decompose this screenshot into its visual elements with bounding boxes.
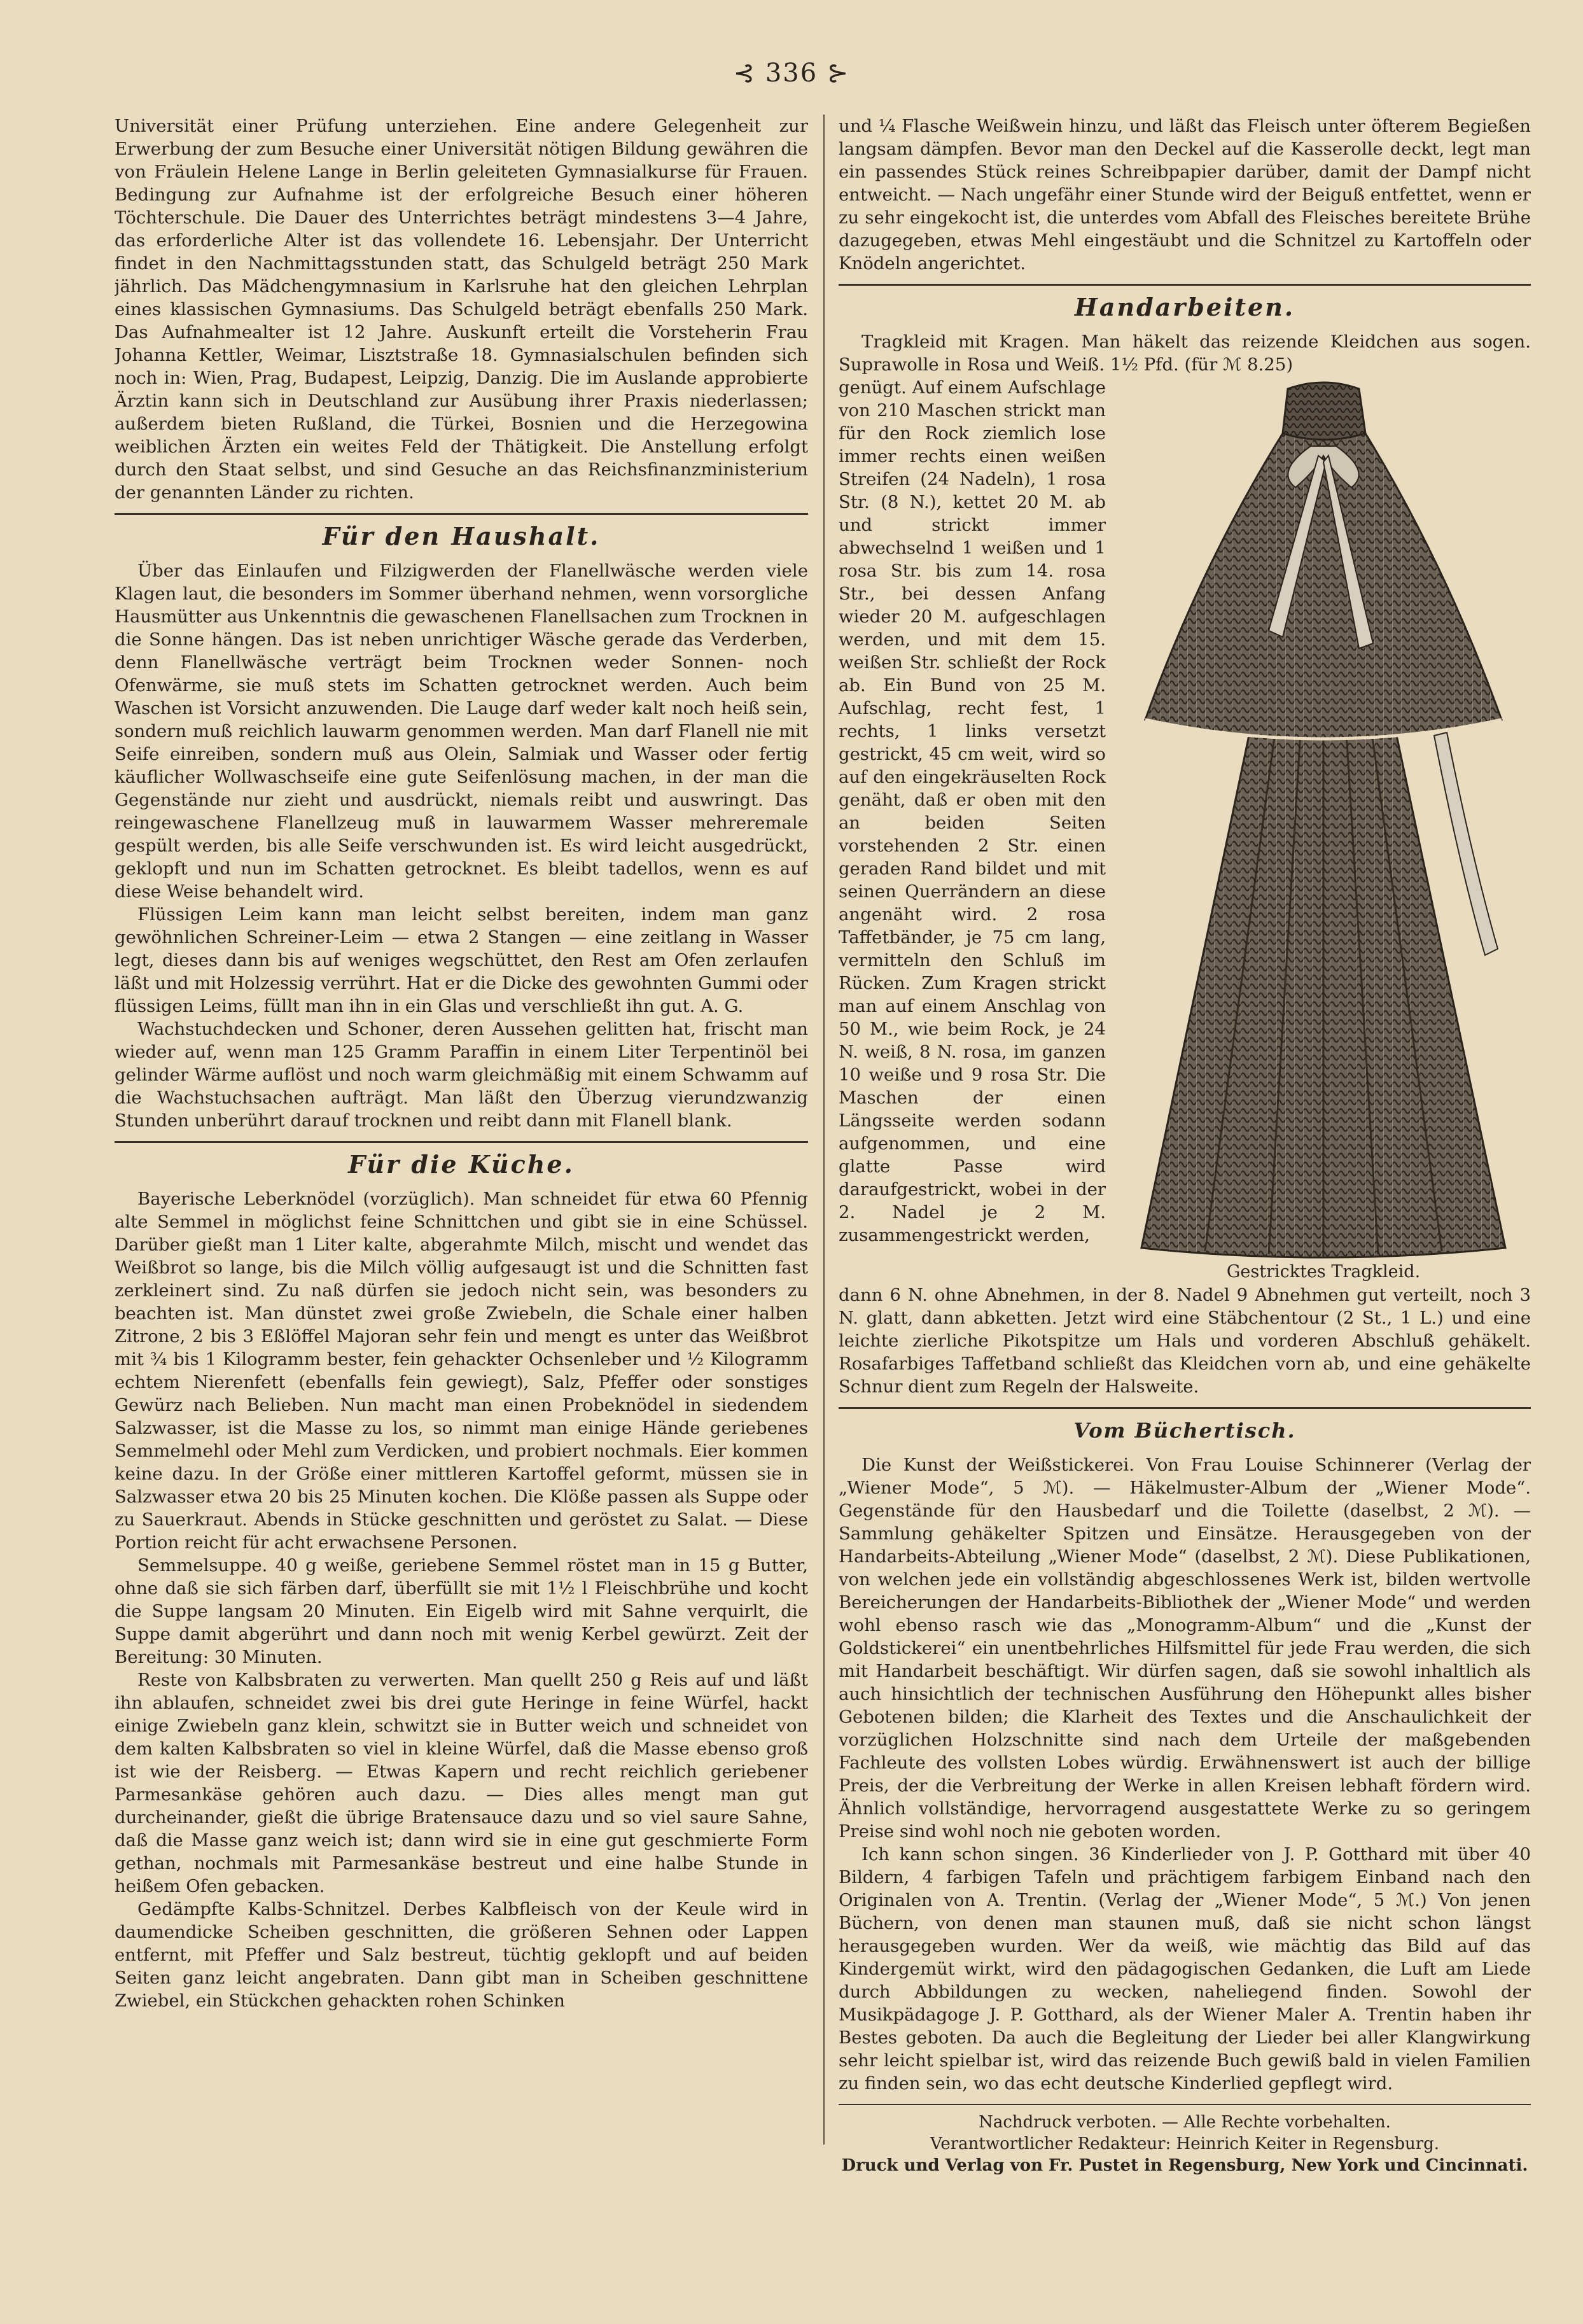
intro-paragraph: Universität einer Prüfung unterziehen. Eine andere Gelegenheit zur Erwerbung der zum Besuche einer Universität nötigen Bildung gewähren die von Fräulein Helene Lange in Berlin geleiteten Gymnasialkurse für Frauen. Bedingung zur Aufnahme ist der erfolgreiche Besuch einer höheren Töchterschule. Die Dauer des Unterrichtes beträgt mindestens 3—4 Jahre, das erforderliche Alter ist das vollendete 16. Lebensjahr. Der Unterricht findet in den Nachmittagsstunden statt, das Schulgeld beträgt 250 Mark jährlich. Das Mädchengymnasium in Karlsruhe hat den gleichen Lehrplan eines klassischen Gymnasiums. Das Schulgeld beträgt ebenfalls 250 Mark. Das Aufnahmealter ist 12 Jahre. Auskunft erteilt die Vorsteherin Frau Johanna Kettler, Weimar, Lisztstraße 18. Gymnasialschulen befinden sich noch in: Wien, Prag, Budapest, Leipzig, Danzig. Die im Auslande approbierte Ärztin kann sich in Deutschland zur Ausübung ihrer Praxis niederlassen; außerdem bieten Rußland, die Türkei, Bosnien und die Herzegowina weiblichen Ärzten ein weites Feld der Thätigkeit. Die Anstellung erfolgt durch den Staat selbst, und sind Gesuche an das Reichsfinanzministerium der genannten Länder zu richten.	[115, 116, 808, 503]
buechertisch-paragraph-1: Die Kunst der Weißstickerei. Von Frau Louise Schinnerer (Verlag der „Wiener Mode“, 5 ℳ). — Häkelmuster-Album der „Wiener Mode“. Gegenstände für den Hausbedarf und die Toilette (daselbst, 2 ℳ). — Sammlung gehäkelter Spitzen und Einsätze. Herausgegeben von der Handarbeits-Abteilung „Wiener Mode“ (daselbst, 2 ℳ). Diese Publikationen, von welchen jede ein vollständig abgeschlossenes Werk ist, bilden wertvolle Bereicherungen der Handarbeits-Bibliothek der „Wiener Mode“ und werden wohl ebenso rasch wie das „Monogramm-Album“ und die „Kunst der Goldstickerei“ ein unentbehrliches Hilfsmittel für jede Frau werden, die sich mit Handarbeit beschäftigt. Wir dürfen sagen, daß sie sowohl inhaltlich als auch hinsichtlich der technischen Ausführung den Höhepunkt alles bisher Gebotenen bilden; die Klarheit des Textes und die Anschaulichkeit der vorzüglichen Holzschnitte sind nach dem Urteile der maßgebenden Fachleute des vollsten Lobes würdig. Erwähnenswert ist auch der billige Preis, der die Verbreitung der Werke in allen Kreisen lebhaft fördern wird. Ähnlich vollständige, hervorragend ausgestattete Werke zu so geringem Preise sind wohl noch nie geboten worden.	[839, 1455, 1531, 1842]
handarbeiten-lead: Tragkleid mit Kragen. Man häkelt das reizende Kleidchen aus sogen. Suprawolle in Rosa und Weiß. 1½ Pfd. (für ℳ 8.25)	[839, 332, 1531, 375]
continuation-paragraph: und ¼ Flasche Weißwein hinzu, und läßt das Fleisch unter öfterem Begießen langsam dämpfen. Bevor man den Deckel auf die Kasserolle deckt, legt man ein passendes Stück reines Schreibpapier darüber, damit der Dampf nicht entweicht. — Nach ungefähr einer Stunde wird der Beiguß entfettet, wenn er zu sehr eingekocht ist, die unterdes vom Abfall des Fleisches bereitete Brühe dazugegeben, etwas Mehl eingestäubt und die Schnitzel zu Kartoffeln oder Knödeln angerichtet.	[839, 116, 1531, 274]
buechertisch-paragraph-2: Ich kann schon singen. 36 Kinderlieder von J. P. Gotthard mit über 40 Bildern, 4 farbigen Tafeln und prächtigem farbigem Einband nach den Originalen von A. Trentin. (Verlag der „Wiener Mode“, 5 ℳ.) Von jenen Büchern, von denen man staunen muß, daß sie nicht schon längst herausgegeben wurden. Wer da weiß, wie mächtig das Bild auf das Kindergemüt wirkt, wird den pädagogischen Gedanken, die Luft am Liede durch Abbildungen zu wecken, naheliegend finden. Sowohl der Musikpädagoge J. P. Gotthard, als der Wiener Maler A. Trentin haben ihr Bestes geboten. Da auch die Begleitung der Lieder bei aller Klangwirkung sehr leicht spielbar ist, wird das reizende Buch gewiß bald in vielen Familien zu finden sein, wo das echt deutsche Kinderlied gepflegt wird.	[839, 1844, 1531, 2094]
figure-caption: Gestricktes Tragkleid.	[1226, 1262, 1421, 1282]
haushalt-paragraph-1: Über das Einlaufen und Filzigwerden der Flanellwäsche werden viele Klagen laut, die besonders im Sommer überhand nehmen, wenn vorsorgliche Hausmütter aus Unkenntnis die gewaschenen Flanellsachen zum Trocknen in die Sonne hängen. Das ist neben unrichtiger Wäsche gerade das Verderben, denn Flanellwäsche verträgt beim Trocknen weder Sonnen- noch Ofenwärme, sie muß stets im Schatten getrocknet werden. Auch beim Waschen ist Vorsicht anzuwenden. Die Lauge darf weder kalt noch heiß sein, sondern muß reichlich lauwarm genommen werden. Man darf Flanell nie mit Seife einreiben, sondern muß aus Olein, Salmiak und Wasser oder fertig käuflicher Wollwaschseife eine gute Seifenlösung machen, in der man die Gegenstände nur zieht und ausdrückt, niemals reibt und auswringt. Das reingewaschene Flanellzeug muß in lauwarmem Wasser mehreremale gespült werden, bis alle Seife verschwunden ist. Es wird leicht ausgedrückt, geklopft und nun im Schatten getrocknet. Es bleibt tadellos, wenn es auf diese Weise behandelt wird.	[115, 561, 808, 902]
ornament-left: ⊰	[733, 59, 765, 88]
imprint	[839, 2111, 1531, 2176]
section-divider	[839, 1407, 1531, 1409]
heading-handarbeiten: Handarbeiten.	[1074, 293, 1295, 321]
heading-buechertisch: Vom Büchertisch.	[1073, 1418, 1296, 1443]
left-column	[115, 115, 808, 2151]
handarbeiten-figure-row	[839, 376, 1531, 1284]
footer-divider	[839, 2104, 1531, 2105]
handarbeiten-conclusion: dann 6 N. ohne Abnehmen, in der 8. Nadel 9 Abnehmen gut verteilt, noch 3 N. glatt, dann abketten. Jetzt wird eine Stäbchentour (2 St., 1 L.) und eine leichte zierliche Pikotspitze um Hals und vorderen Abschluß gehäkelt. Rosafarbiges Taffetband schließt das Kleidchen vorn ab, und eine gehäkelte Schnur dient zum Regeln der Halsweite.	[839, 1285, 1531, 1397]
haushalt-paragraph-2: Flüssigen Leim kann man leicht selbst bereiten, indem man ganz gewöhnlichen Schreiner-Leim — etwa 2 Stangen — eine zeitlang in Wasser legt, dieses dann bis auf weniges wegschüttet, den Rest am Ofen zerlaufen läßt und mit Holzessig verrührt. Hat er die Dicke des gewohnten Gummi oder flüssigen Leims, füllt man ihn in ein Glas und verschließt ihn gut. A. G.	[115, 904, 808, 1016]
right-column	[839, 115, 1531, 2176]
publisher-credit: Druck und Verlag von Fr. Pustet in Regensburg, New York und Cincinnati.	[841, 2156, 1528, 2175]
copyright-notice: Nachdruck verboten. — Alle Rechte vorbehalten.	[979, 2113, 1391, 2132]
heading-haushalt: Für den Haushalt.	[322, 522, 601, 550]
heading-kueche: Für die Küche.	[348, 1150, 575, 1179]
page-number-value: 336	[765, 59, 818, 88]
kueche-paragraph-4: Gedämpfte Kalbs-Schnitzel. Derbes Kalbfleisch von der Keule wird in daumendicke Scheiben geschnitten, die größeren Sehnen oder Lappen entfernt, mit Pfeffer und Salz bestreut, tüchtig geklopft und auf beiden Seiten ganz leicht angebraten. Dann gibt man in Scheiben geschnittene Zwiebel, ein Stückchen gehackten rohen Schinken	[115, 1899, 808, 2011]
handarbeiten-instructions: genügt. Auf einem Aufschlage von 210 Maschen strickt man für den Rock ziemlich lose immer rechts einen weißen Streifen (24 Nadeln), 1 rosa Str. (8 N.), kettet 20 M. ab und strickt immer abwechselnd 1 weißen und 1 rosa Str. bis zum 14. rosa Str., bei dessen Anfang wieder 20 M. aufgeschlagen werden, und mit dem 15. weißen Str. schließt der Rock ab. Ein Bund von 25 M. Aufschlag, recht fest, 1 rechts, 1 links versetzt gestrickt, 45 cm weit, wird so auf den eingekräuselten Rock genäht, daß er oben mit den an beiden Seiten vorstehenden 2 Str. einen geraden Rand bildet und mit seinen Querrändern an diese angenäht wird. 2 rosa Taffetbänder, je 75 cm lang, vermitteln den Schluß im Rücken. Zum Kragen strickt man auf einem Anschlag von 50 M., wie beim Rock, je 24 N. weiß, 8 N. rosa, im ganzen 10 weiße und 9 rosa Str. Die Maschen der einen Längsseite werden sodann aufgenommen, und eine glatte Passe wird daraufgestrickt, wobei in der 2. Nadel je 2 M. zusammengestrickt werden,	[839, 377, 1106, 1245]
knitted-dress-engraving	[1116, 376, 1531, 1261]
kueche-paragraph-2: Semmelsuppe. 40 g weiße, geriebene Semmel röstet man in 15 g Butter, ohne daß sie sich färben darf, überfüllt sie mit 1½ l Fleischbrühe und kocht die Suppe langsam 20 Minuten. Ein Eigelb wird mit Sahne verquirlt, die Suppe damit abgerührt und dann noch mit wenig Kerbel gewürzt. Zeit der Bereitung: 30 Minuten.	[115, 1555, 808, 1667]
ornament-right: ⊱	[818, 59, 850, 88]
kueche-paragraph-3: Reste von Kalbsbraten zu verwerten. Man quellt 250 g Reis auf und läßt ihn ablaufen, schneidet zwei bis drei gute Heringe in feine Würfel, hackt einige Zwiebeln ganz klein, schwitzt sie in Butter weich und schneidet von dem kalten Kalbsbraten so viel in kleine Würfel, daß die Masse ebenso groß ist wie der Reisberg. — Etwas Kapern und recht reichlich geriebener Parmesankäse gehören auch dazu. — Dies alles mengt man gut durcheinander, gießt die übrige Bratensauce dazu und so viel saure Sahne, daß die Masse ganz weich ist; dann wird sie in eine gut geschmierte Form gethan, nochmals mit Parmesankäse bestreut und eine halbe Stunde in heißem Ofen gebacken.	[115, 1670, 808, 1896]
kueche-paragraph-1: Bayerische Leberknödel (vorzüglich). Man schneidet für etwa 60 Pfennig alte Semmel in möglichst feine Schnittchen und gibt sie in eine Schüssel. Darüber gießt man 1 Liter kalte, abgerahmte Milch, mischt und wendet das Weißbrot so lange, bis die Milch völlig aufgesaugt ist und die Schnitten fast zerkleinert sind. Zu naß dürfen sie jedoch nicht sein, was besonders zu beachten ist. Man dünstet zwei große Zwiebeln, die Schale einer halben Zitrone, 2 bis 3 Eßlöffel Majoran sehr fein und mengt es unter das Weißbrot mit ¾ bis 1 Kilogramm bester, fein gehackter Ochsenleber und ½ Kilogramm echtem Nierenfett (ebenfalls fein gewiegt), Salz, Pfeffer oder sonstiges Gewürz nach Belieben. Nun macht man einen Probeknödel in siedendem Salzwasser, ist die Masse zu los, so nimmt man einige Hände geriebenes Semmelmehl oder Mehl zum Verdicken, und probiert nochmals. Eier kommen keine dazu. In der Größe einer mittleren Kartoffel geformt, müssen sie in Salzwasser etwa 20 bis 25 Minuten kochen. Die Klöße passen als Suppe oder zu Sauerkraut. Abends in Stücke geschnitten und geröstet zu Salat. — Diese Portion reicht für acht erwachsene Personen.	[115, 1189, 808, 1553]
section-divider	[115, 1141, 808, 1143]
section-divider	[115, 513, 808, 515]
page-number	[0, 59, 1583, 88]
column-divider	[823, 115, 825, 2145]
haushalt-paragraph-3: Wachstuchdecken und Schoner, deren Aussehen gelitten hat, frischt man wieder auf, wenn man 125 Gramm Paraffin in einem Liter Terpentinöl bei gelinder Wärme auflöst und noch warm gleichmäßig mit einem Schwamm auf die Wachstuchsachen aufträgt. Man läßt den Überzug vierundzwanzig Stunden unberührt darauf trocknen und reibt dann mit Flanell blank.	[115, 1019, 808, 1131]
section-divider	[839, 284, 1531, 286]
dress-illustration	[1116, 376, 1531, 1284]
editor-credit: Verantwortlicher Redakteur: Heinrich Keiter in Regensburg.	[930, 2134, 1440, 2153]
